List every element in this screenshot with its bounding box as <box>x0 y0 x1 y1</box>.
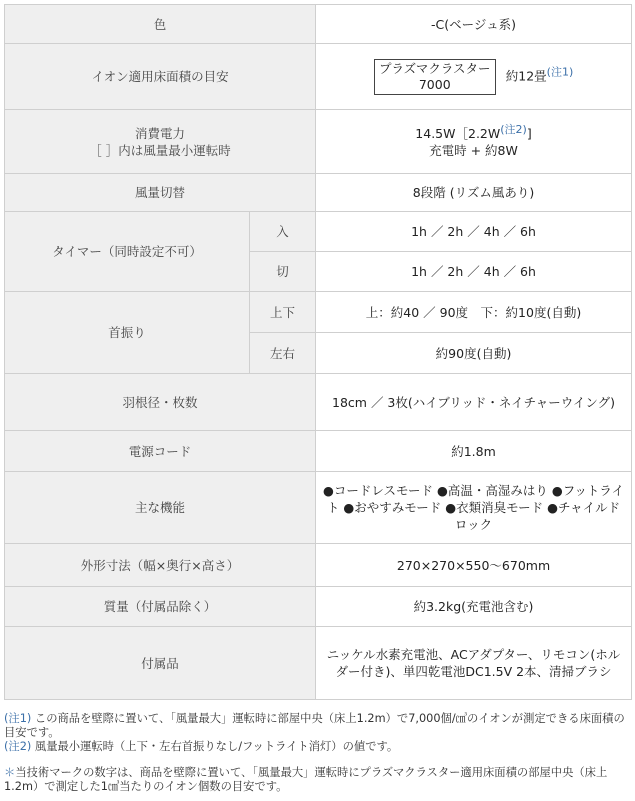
timer-on-label: 入 <box>250 212 316 252</box>
row-airflow <box>5 174 632 212</box>
row-features <box>5 472 632 544</box>
footnote-1-text: この商品を壁際に置いて、「風量最大」運転時に部屋中央（床上1.2m）で7,000個/㎤のイオンが測定できる床面積の目安です。 <box>4 712 625 739</box>
row-ion <box>5 44 632 110</box>
footnote-star <box>4 766 631 794</box>
footnote-1 <box>4 712 631 740</box>
color-label: 色 <box>5 5 316 44</box>
footnote-star-mark: ＊ <box>4 766 16 779</box>
footnote-2-mark: (注2) <box>4 740 32 753</box>
timer-off-value: 1h ／ 2h ／ 4h ／ 6h <box>316 252 632 292</box>
accessories-label: 付属品 <box>5 627 316 700</box>
swing-lr-value: 約90度(自動) <box>316 333 632 374</box>
row-color <box>5 5 632 44</box>
row-weight <box>5 587 632 627</box>
power-note: (注2) <box>500 122 527 136</box>
ion-label: イオン適用床面積の目安 <box>5 44 316 110</box>
power-label-sub: ［ ］内は風量最小運転時 <box>89 142 231 158</box>
airflow-value: 8段階 (リズム風あり) <box>316 174 632 212</box>
accessories-value: ニッケル水素充電池、ACアダプター、リモコン(ホルダー付き)、単四乾電池DC1.5V 2本、清掃ブラシ <box>316 627 632 700</box>
power-label-main: 消費電力 <box>135 125 186 141</box>
swing-ud-label: 上下 <box>250 292 316 333</box>
footnote-star-text: 当技術マークの数字は、商品を壁際に置いて、「風量最大」運転時にプラズマクラスター適用床面積の部屋中央（床上1.2m）で測定した1㎤当たりのイオン個数の目安です。 <box>4 766 608 793</box>
ion-value: 約12畳 <box>505 68 547 83</box>
swing-ud-value: 上：約40 ／ 90度 下：約10度(自動) <box>316 292 632 333</box>
swing-lr-label: 左右 <box>250 333 316 374</box>
weight-value: 約3.2kg(充電池含む) <box>316 587 632 627</box>
spec-table <box>4 4 632 700</box>
blade-value: 18cm ／ 3枚(ハイブリッド・ネイチャーウイング) <box>316 374 632 431</box>
row-accessories <box>5 627 632 700</box>
row-cord <box>5 431 632 472</box>
timer-off-label: 切 <box>250 252 316 292</box>
row-blade <box>5 374 632 431</box>
timer-on-value: 1h ／ 2h ／ 4h ／ 6h <box>316 212 632 252</box>
row-power <box>5 110 632 174</box>
cord-value: 約1.8m <box>316 431 632 472</box>
airflow-label: 風量切替 <box>5 174 316 212</box>
ion-value-cell <box>316 44 632 110</box>
size-value: 270×270×550～670mm <box>316 544 632 587</box>
blade-label: 羽根径・枚数 <box>5 374 316 431</box>
footnote-2-text: 風量最小運転時（上下・左右首振りなし/フットライト消灯）の値です。 <box>31 740 399 753</box>
footnote-2 <box>4 740 631 754</box>
power-value-line2: 充電時 + 約8W <box>429 142 518 158</box>
power-value-cell <box>316 110 632 174</box>
size-label: 外形寸法（幅×奥行×高さ） <box>5 544 316 587</box>
power-value-close: ] <box>526 125 532 141</box>
footnote-1-mark: (注1) <box>4 712 32 725</box>
row-timer-on <box>5 212 632 252</box>
features-value: ●コードレスモード ●高温・高湿みはり ●フットライト ●おやすみモード ●衣類消臭モード ●チャイルドロック <box>316 472 632 544</box>
swing-label: 首振り <box>5 292 250 374</box>
cord-label: 電源コード <box>5 431 316 472</box>
power-value: 14.5W［2.2W <box>415 125 501 141</box>
weight-label: 質量（付属品除く） <box>5 587 316 627</box>
row-size <box>5 544 632 587</box>
power-label <box>5 110 316 174</box>
power-value-line1 <box>322 122 625 142</box>
plasmacluster-mark: プラズマクラスター 7000 <box>374 59 496 95</box>
ion-note: (注1) <box>546 64 574 78</box>
row-swing-ud <box>5 292 632 333</box>
timer-label: タイマー（同時設定不可） <box>5 212 250 292</box>
color-value: -C(ベージュ系) <box>316 5 632 44</box>
features-label: 主な機能 <box>5 472 316 544</box>
